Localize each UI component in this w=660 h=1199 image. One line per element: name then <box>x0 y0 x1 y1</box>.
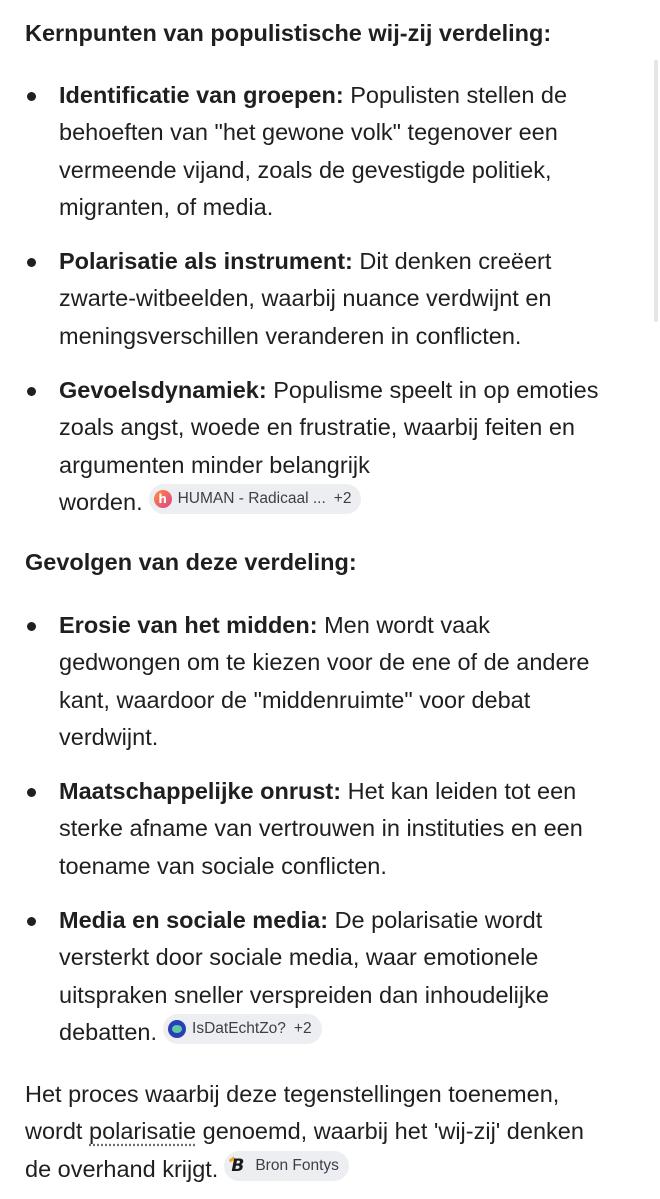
list-item-line: Dit denken creëert <box>352 248 552 274</box>
paragraph-line: Het proces waarbij deze tegenstellingen toenemen, <box>25 1081 560 1107</box>
bullet-icon <box>27 788 36 797</box>
list-item-text <box>59 607 639 756</box>
bullet-icon <box>27 917 36 926</box>
human-logo-icon <box>154 490 172 508</box>
list-item-line: Men wordt vaak <box>317 612 490 638</box>
bullet-icon <box>27 258 36 267</box>
source-chip-count: +2 <box>333 489 352 507</box>
list-item-line: toename van sociale conflicten. <box>59 852 387 879</box>
isdatechtzo-logo-icon <box>168 1020 186 1038</box>
paragraph-text: genoemd, waarbij het 'wij-zij' denken <box>196 1118 584 1145</box>
list-item-term: Media en sociale media: <box>59 907 329 933</box>
bullet-icon <box>27 92 36 101</box>
list-item-line: behoeften van "het gewone volk" tegenover een <box>59 119 558 146</box>
list-item-line: verdwijnt. <box>59 723 159 750</box>
list-item-line: sterke afname van vertrouwen in instituties en een <box>59 815 583 842</box>
section-heading-kernpunten: Kernpunten van populistische wij-zij verdeling: <box>25 20 552 46</box>
list-item-line: Het kan leiden tot een <box>341 778 577 804</box>
source-chip-fontys[interactable] <box>224 1151 349 1181</box>
list-item-text <box>59 902 639 1051</box>
list-item-line: versterkt door sociale media, waar emotionele <box>59 944 539 971</box>
list-item-line: migranten, of media. <box>59 193 274 220</box>
list-item-line: vermeende vijand, zoals de gevestigde politiek, <box>59 156 552 183</box>
bullet-icon <box>27 622 36 631</box>
list-item-line: De polarisatie wordt <box>328 907 543 933</box>
scrollbar[interactable] <box>654 60 658 322</box>
list-item-line: Populisme speelt in op emoties <box>266 377 599 403</box>
fontys-logo-icon <box>229 1157 249 1175</box>
source-chip-human[interactable] <box>149 484 362 514</box>
list-item-term: Erosie van het midden: <box>59 612 318 638</box>
bullet-icon <box>27 387 36 396</box>
list-item-line: uitspraken sneller verspreiden dan inhoudelijke <box>59 981 549 1008</box>
list-item-text <box>59 243 639 355</box>
paragraph-text: wordt <box>25 1118 89 1145</box>
source-chip-label: HUMAN - Radicaal ... <box>177 489 326 507</box>
paragraph-line: de overhand krijgt. <box>25 1155 219 1182</box>
list-item-line: meningsverschillen veranderen in conflicten. <box>59 322 522 349</box>
list-item-line: zoals angst, woede en frustratie, waarbij feiten en <box>59 414 575 441</box>
source-chip-count: +2 <box>293 1019 312 1037</box>
list-item-line: argumenten minder belangrijk <box>59 451 370 478</box>
list-item-term: Identificatie van groepen: <box>59 82 344 108</box>
list-item-line: worden. <box>59 488 143 515</box>
list-item-term: Polarisatie als instrument: <box>59 248 353 274</box>
list-item-text <box>59 773 639 885</box>
source-chip-label: IsDatEchtZo? <box>192 1019 286 1037</box>
source-chip-label: Bron Fontys <box>255 1156 339 1174</box>
polarisatie-link[interactable]: polarisatie <box>89 1118 197 1145</box>
closing-paragraph <box>25 1076 643 1188</box>
list-item-line: kant, waardoor de "middenruimte" voor debat <box>59 686 531 713</box>
source-chip-isdatechtzo[interactable] <box>163 1014 322 1044</box>
list-item-line: gedwongen om te kiezen voor de ene of de andere <box>59 649 590 676</box>
list-item-line: zwarte-witbeelden, waarbij nuance verdwijnt en <box>59 285 552 312</box>
list-item-text <box>59 77 639 226</box>
section-heading-gevolgen: Gevolgen van deze verdeling: <box>25 549 357 575</box>
list-item-line: Populisten stellen de <box>343 82 568 108</box>
list-item-term: Maatschappelijke onrust: <box>59 778 342 804</box>
list-item-line: debatten. <box>59 1018 158 1045</box>
list-item-term: Gevoelsdynamiek: <box>59 377 267 403</box>
list-item-text <box>59 372 639 521</box>
